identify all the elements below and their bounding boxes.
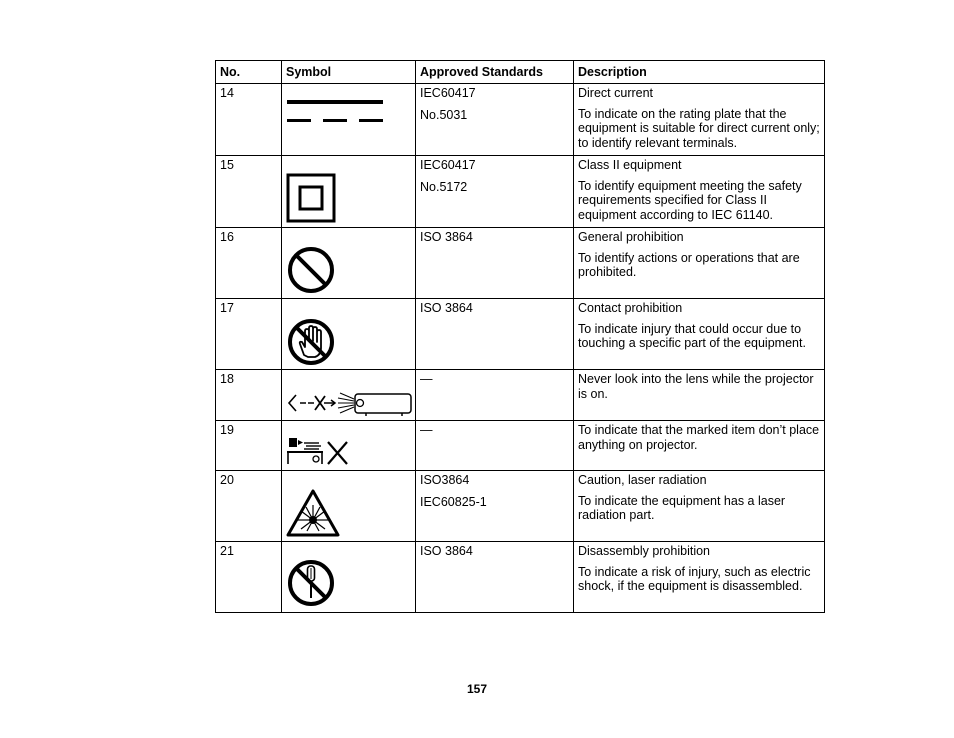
general-prohibition-icon <box>286 245 336 295</box>
table-row <box>216 228 825 299</box>
description-body: Never look into the lens while the projector is on. <box>578 372 814 401</box>
description-title: Direct current <box>578 86 654 100</box>
row-number: 18 <box>216 370 282 421</box>
symbol-cell <box>282 421 416 471</box>
standards-cell <box>416 228 574 299</box>
row-number: 17 <box>216 299 282 370</box>
symbol-cell <box>282 156 416 228</box>
description-cell <box>574 299 825 370</box>
contact-prohibition-icon <box>286 317 336 367</box>
table-row <box>216 542 825 613</box>
description-body: To indicate a risk of injury, such as electric shock, if the equipment is disassembled. <box>578 564 811 593</box>
standard-label: ISO 3864 <box>420 544 473 558</box>
header-symbol: Symbol <box>282 61 416 84</box>
description-body: To indicate injury that could occur due to touching a specific part of the equipment. <box>578 321 806 350</box>
row-number: 20 <box>216 471 282 542</box>
description-title: Contact prohibition <box>578 301 683 315</box>
table-row <box>216 299 825 370</box>
table-row <box>216 84 825 156</box>
standards-cell <box>416 156 574 228</box>
class-ii-equipment-icon <box>286 173 336 223</box>
header-approved-standards: Approved Standards <box>416 61 574 84</box>
standard-label: IEC60417 <box>420 86 476 100</box>
description-cell <box>574 471 825 542</box>
description-cell <box>574 84 825 156</box>
disassembly-prohibition-icon <box>286 558 336 608</box>
standard-label: ISO3864 <box>420 473 470 487</box>
standards-cell <box>416 84 574 156</box>
page-number: 157 <box>466 682 488 696</box>
table-row <box>216 370 825 421</box>
row-number: 21 <box>216 542 282 613</box>
direct-current-icon <box>287 100 387 130</box>
standards-cell <box>416 542 574 613</box>
do-not-look-into-lens-icon <box>286 389 416 419</box>
description-cell <box>574 421 825 471</box>
header-description: Description <box>574 61 825 84</box>
header-no: No. <box>216 61 282 84</box>
row-number: 14 <box>216 84 282 156</box>
description-body: To indicate that the marked item don’t place anything on projector. <box>578 423 820 452</box>
standards-cell <box>416 421 574 471</box>
row-number: 15 <box>216 156 282 228</box>
standards-cell <box>416 471 574 542</box>
symbol-cell <box>282 370 416 421</box>
laser-radiation-caution-icon <box>285 488 341 538</box>
description-title: Class II equipment <box>578 158 682 172</box>
standard-label: ISO 3864 <box>420 230 473 244</box>
symbol-cell <box>282 471 416 542</box>
standard-label: IEC60825-1 <box>420 494 487 509</box>
row-number: 19 <box>216 421 282 471</box>
description-body: To identify actions or operations that are prohibited. <box>578 250 800 279</box>
symbol-cell <box>282 299 416 370</box>
standard-label: No.5031 <box>420 107 468 122</box>
table-row <box>216 421 825 471</box>
do-not-place-items-icon <box>286 436 356 466</box>
safety-symbols-table <box>215 60 825 613</box>
symbol-cell <box>282 228 416 299</box>
standard-label: — <box>420 372 433 386</box>
description-cell <box>574 370 825 421</box>
description-title: Caution, laser radiation <box>578 473 707 487</box>
standard-label: IEC60417 <box>420 158 476 172</box>
description-cell <box>574 542 825 613</box>
description-title: General prohibition <box>578 230 684 244</box>
standard-label: No.5172 <box>420 179 468 194</box>
table-row <box>216 156 825 228</box>
description-title: Disassembly prohibition <box>578 544 711 558</box>
description-body: To indicate the equipment has a laser radiation part. <box>578 493 786 522</box>
description-body: To identify equipment meeting the safety requirements specified for Class II equipment according to IEC 61140. <box>578 178 802 222</box>
description-body: To indicate on the rating plate that the equipment is suitable for direct current only; to identify relevant terminals. <box>578 106 820 150</box>
description-cell <box>574 156 825 228</box>
symbol-cell <box>282 542 416 613</box>
standards-cell <box>416 370 574 421</box>
table-header-row <box>216 61 825 84</box>
standard-label: — <box>420 423 433 437</box>
standard-label: ISO 3864 <box>420 301 473 315</box>
table-row <box>216 471 825 542</box>
symbol-cell <box>282 84 416 156</box>
standards-cell <box>416 299 574 370</box>
description-cell <box>574 228 825 299</box>
row-number: 16 <box>216 228 282 299</box>
